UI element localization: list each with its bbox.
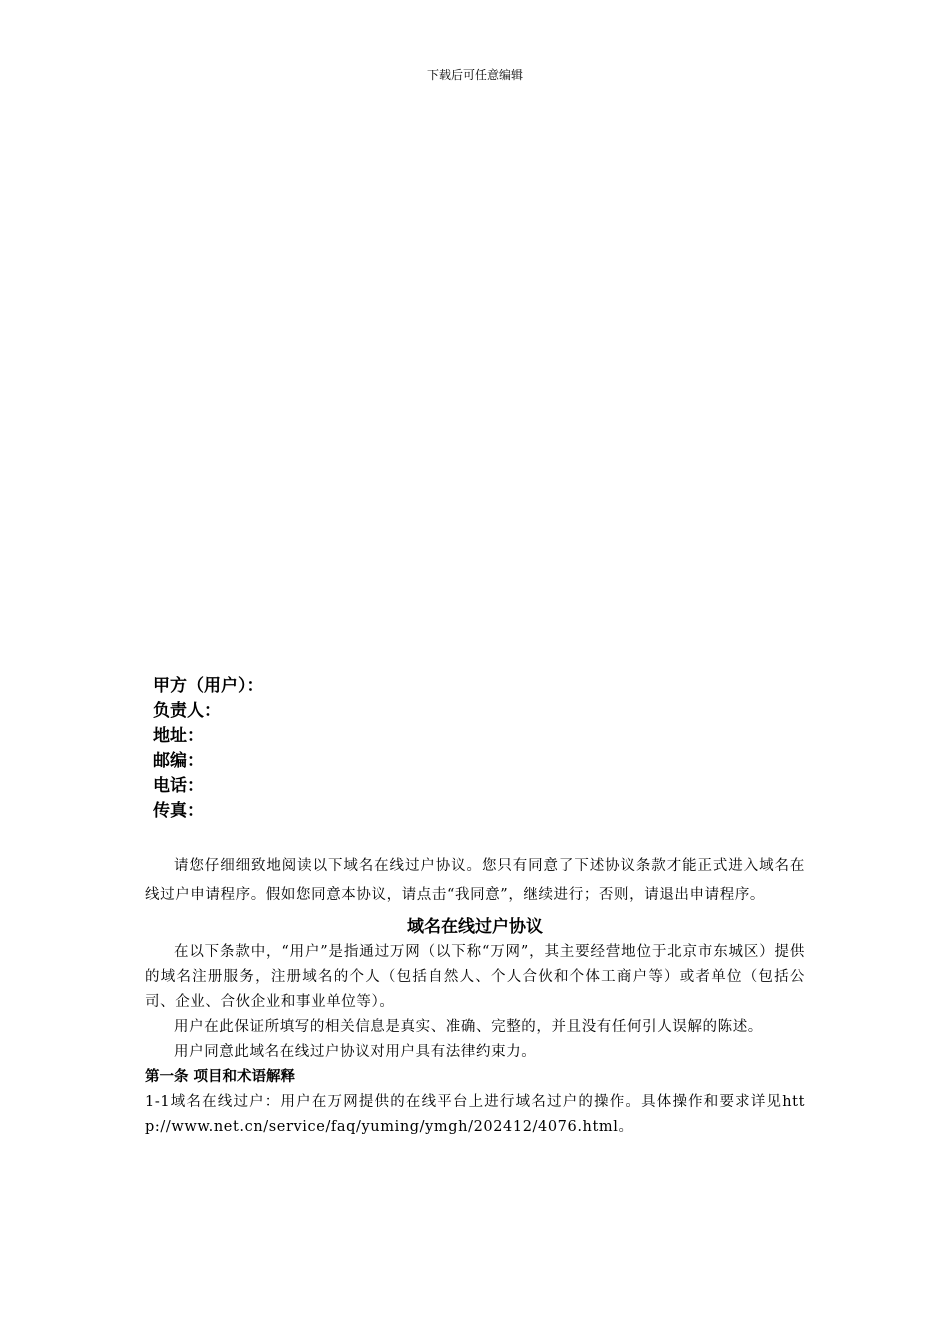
fax-field: 传真：: [153, 801, 204, 821]
document-title: 域名在线过户协议: [407, 917, 543, 937]
paragraph-user-definition: 在以下条款中，“用户”是指通过万网（以下称“万网”，其主要经营地位于北京市东城区）提供的域名注册服务，注册域名的个人（包括自然人、个人合伙和个体工商户等）或者单位（包括公司、企业、合伙企业和事业单位等）。: [145, 944, 805, 1010]
postcode-field: 邮编：: [153, 751, 204, 771]
responsible-person-field: 负责人：: [153, 701, 221, 721]
phone-field: 电话：: [153, 776, 204, 796]
party-info-block: [153, 674, 653, 824]
intro-paragraph: 请您仔细细致地阅读以下域名在线过户协议。您只有同意了下述协议条款才能正式进入域名在线过户申请程序。假如您同意本协议，请点击“我同意”，继续进行；否则，请退出申请程序。: [145, 858, 805, 903]
paragraph-user-guarantee: 用户在此保证所填写的相关信息是真实、准确、完整的，并且没有任何引人误解的陈述。: [174, 1019, 763, 1035]
paragraph-legal-binding: 用户同意此域名在线过户协议对用户具有法律约束力。: [174, 1044, 537, 1060]
party-a-field: 甲方（用户）：: [153, 676, 264, 696]
clause-1-1: 1-1域名在线过户：用户在万网提供的在线平台上进行域名过户的操作。具体操作和要求详见http://www.net.cn/service/faq/yuming/ymgh/202412/4076.html。: [145, 1094, 805, 1135]
section-1-heading: 第一条 项目和术语解释: [145, 1069, 296, 1085]
agreement-content: [145, 852, 805, 1140]
header-note: 下载后可任意编辑: [426, 68, 523, 82]
address-field: 地址：: [153, 726, 204, 746]
